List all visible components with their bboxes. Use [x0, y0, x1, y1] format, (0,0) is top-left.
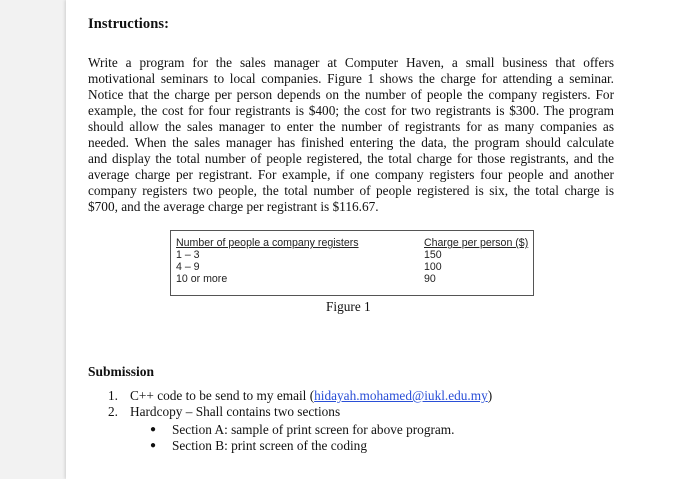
table-cell: 100 [424, 261, 442, 273]
list-item [108, 404, 492, 420]
paragraph-line: needed. When the sales manager has finished entering the data, the program should calculate [88, 135, 614, 150]
charge-table [170, 230, 534, 296]
registrants-column [176, 237, 359, 285]
list-number: 1. [108, 388, 118, 403]
paragraph-line: Write a program for the sales manager at Computer Haven, a small business that offers [88, 55, 614, 70]
list-text: C++ code to be send to my email (hidayah.mohamed@iukl.edu.my) [130, 388, 493, 403]
table-cell: 90 [424, 273, 436, 285]
list-text: Hardcopy – Shall contains two sections [130, 404, 341, 419]
submission-list [108, 388, 492, 420]
paragraph-line: should allow the sales manager to enter the number of registrants for as many companies as [88, 119, 614, 134]
paragraph-line: Notice that the charge per person depends on the number of people the company registers. For [88, 87, 614, 102]
charge-column [424, 237, 528, 285]
table-cell: 150 [424, 249, 442, 261]
section-bullets [150, 422, 454, 454]
paragraph-line: motivational seminars to local companies. Figure 1 shows the charge for attending a seminar. [88, 71, 614, 86]
bullet-icon: ● [150, 424, 157, 435]
paragraph-line: average charge per registrant. For example, if one company registers four people and another [88, 167, 614, 182]
instructions-paragraph [88, 55, 614, 215]
instructions-heading: Instructions: [88, 16, 170, 32]
bullet-text: Section B: print screen of the coding [172, 438, 367, 453]
bullet-icon: ● [150, 440, 157, 451]
bullet-item [150, 422, 454, 438]
list-number: 2. [108, 404, 118, 419]
list-item [108, 388, 492, 404]
paragraph-line: $700, and the average charge per registrant is $116.67. [88, 199, 379, 214]
table-cell: 10 or more [176, 273, 228, 285]
bullet-text: Section A: sample of print screen for above program. [172, 422, 455, 437]
charge-header: Charge per person ($) [424, 237, 529, 249]
table-cell: 1 – 3 [176, 249, 200, 261]
paragraph-line: company registers two people, the total number of people registered is six, the total charge is [88, 183, 614, 198]
table-cell: 4 – 9 [176, 261, 200, 273]
paragraph-line: example, the cost for four registrants is $400; the cost for two registrants is $300. The program [88, 103, 614, 118]
email-link[interactable]: hidayah.mohamed@iukl.edu.my [314, 388, 488, 403]
bullet-item [150, 438, 454, 454]
registrants-header: Number of people a company registers [176, 237, 359, 249]
figure-caption: Figure 1 [326, 299, 371, 314]
paragraph-line: and display the total number of people registered, the total charge for those registrants, and the [88, 151, 614, 166]
submission-heading: Submission [88, 364, 155, 379]
